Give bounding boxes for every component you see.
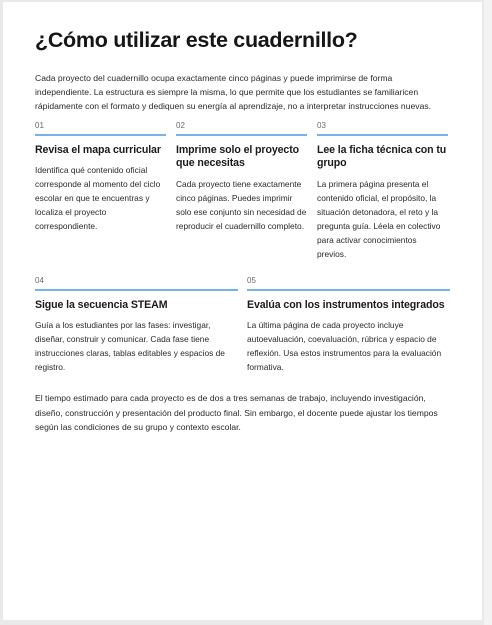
step-body: La primera página presenta el contenido oficial, el propósito, la situación detonadora, el reto y la pregunta guía. Léela en colectivo para activar conocimientos previos. bbox=[317, 178, 441, 259]
step-card-4 bbox=[35, 276, 238, 375]
step-heading: Imprime solo el proyecto que necesitas bbox=[176, 143, 299, 170]
step-divider bbox=[247, 289, 450, 291]
steps-row-1 bbox=[35, 121, 451, 261]
step-number: 01 bbox=[35, 120, 44, 130]
step-heading: Evalúa con los instrumentos integrados bbox=[247, 298, 445, 311]
step-body: Guía a los estudiantes por las fases: investigar, diseñar, construir y comunicar. Cada fase tiene instrucciones claras, tablas editables y espacios de registro. bbox=[35, 320, 225, 373]
closing-paragraph: El tiempo estimado para cada proyecto es de dos a tres semanas de trabajo, incluyendo investigación, diseño, construcción y presentación del producto final. Sin embargo, el docente puede ajustar los tiempos según las condiciones de su grupo y contexto escolar. bbox=[35, 393, 438, 432]
step-heading: Revisa el mapa curricular bbox=[35, 143, 161, 156]
intro-paragraph: Cada proyecto del cuadernillo ocupa exactamente cinco páginas y puede imprimirse de forma independiente. La estructura es siempre la misma, lo que permite que los estudiantes se familiaricen rápidamente con el formato y dediquen su energía al aprendizaje, no a interpretar instrucciones nuevas. bbox=[35, 73, 432, 112]
step-divider bbox=[35, 134, 166, 136]
step-divider bbox=[176, 134, 307, 136]
step-body: Identifica qué contenido oficial corresponde al momento del ciclo escolar en que te encuentras y localiza el proyecto correspondiente. bbox=[35, 165, 161, 232]
step-card-1 bbox=[35, 121, 166, 261]
step-number: 02 bbox=[176, 120, 185, 130]
steps-row-2 bbox=[35, 276, 451, 375]
step-card-3 bbox=[317, 121, 448, 261]
scrollbar[interactable] bbox=[484, 0, 492, 625]
step-number: 04 bbox=[35, 275, 44, 285]
step-card-5 bbox=[247, 276, 450, 375]
step-divider bbox=[317, 134, 448, 136]
page-title: ¿Cómo utilizar este cuadernillo? bbox=[35, 28, 358, 52]
step-number: 03 bbox=[317, 120, 326, 130]
step-body: Cada proyecto tiene exactamente cinco páginas. Puedes imprimir solo ese conjunto sin necesidad de reproducir el cuadernillo completo. bbox=[176, 178, 307, 231]
step-body: La última página de cada proyecto incluye autoevaluación, coevaluación, rúbrica y espacio de reflexión. Usa estos instrumentos para la evaluación formativa. bbox=[247, 320, 442, 373]
step-heading: Sigue la secuencia STEAM bbox=[35, 298, 168, 311]
step-divider bbox=[35, 289, 238, 291]
document-page bbox=[3, 2, 482, 620]
step-number: 05 bbox=[247, 275, 256, 285]
step-card-2 bbox=[176, 121, 307, 261]
step-heading: Lee la ficha técnica con tu grupo bbox=[317, 143, 447, 170]
